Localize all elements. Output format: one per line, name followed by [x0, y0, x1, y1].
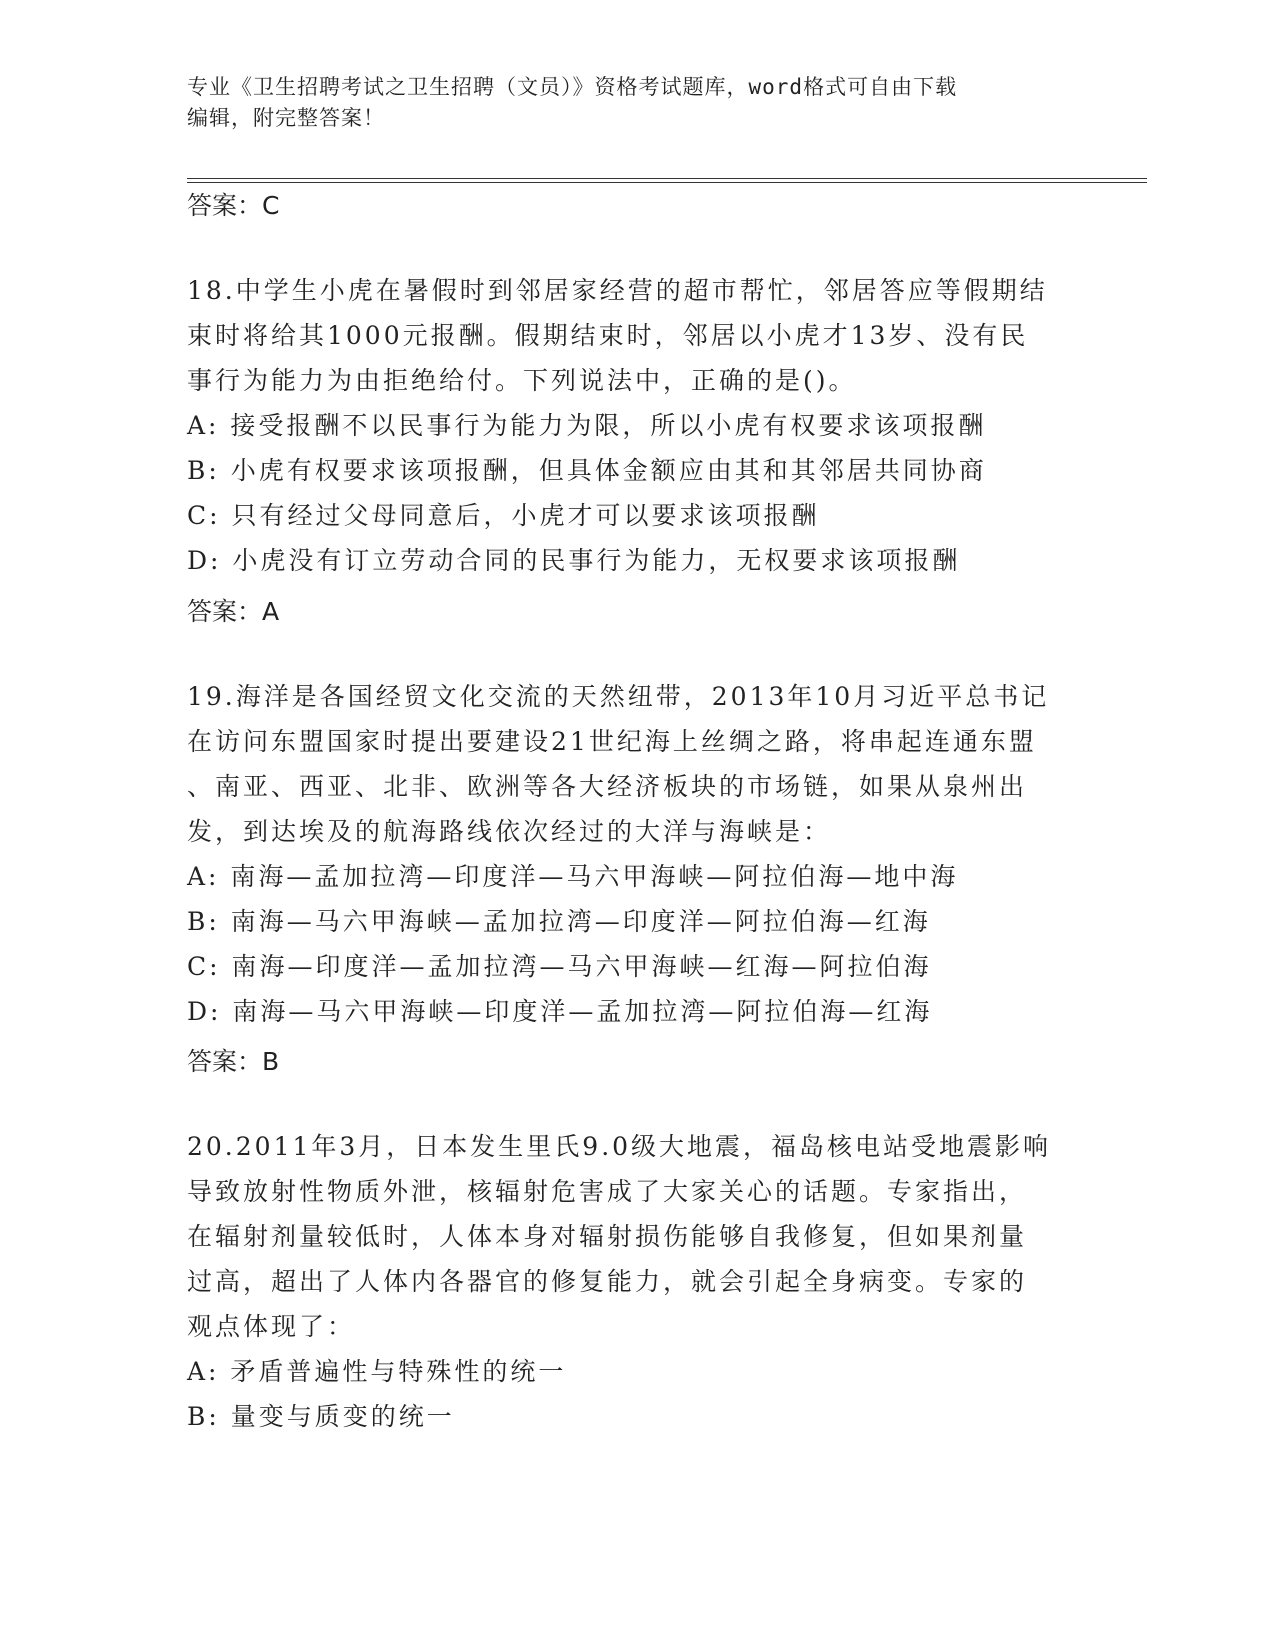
question-stem-line: 在访问东盟国家时提出要建设21世纪海上丝绸之路，将串起连通东盟: [187, 727, 1037, 756]
option-b: B: 南海—马六甲海峡—孟加拉湾—印度洋—阿拉伯海—红海: [187, 907, 931, 936]
question-19: [187, 674, 1087, 1034]
option-d: D: 南海—马六甲海峡—印度洋—孟加拉湾—阿拉伯海—红海: [187, 997, 933, 1026]
option-d: D: 小虎没有订立劳动合同的民事行为能力，无权要求该项报酬: [187, 546, 961, 575]
question-stem-line: 束时将给其1000元报酬。假期结束时，邻居以小虎才13岁、没有民: [187, 321, 1029, 350]
option-b: B: 小虎有权要求该项报酬，但具体金额应由其和其邻居共同协商: [187, 456, 987, 485]
header-divider-top: [187, 178, 1147, 179]
question-stem-line: 观点体现了：: [187, 1312, 356, 1341]
question-stem-line: 在辐射剂量较低时，人体本身对辐射损伤能够自我修复，但如果剂量: [187, 1222, 1028, 1251]
question-stem-line: 发，到达埃及的航海路线依次经过的大洋与海峡是：: [187, 817, 832, 846]
question-stem-line: 18.中学生小虎在暑假时到邻居家经营的超市帮忙，邻居答应等假期结: [187, 276, 1048, 305]
option-c: C: 只有经过父母同意后，小虎才可以要求该项报酬: [187, 501, 820, 530]
question-stem-line: 事行为能力为由拒绝给付。下列说法中，正确的是()。: [187, 366, 857, 395]
question-stem-line: 导致放射性物质外泄，核辐射危害成了大家关心的话题。专家指出，: [187, 1177, 1028, 1206]
option-b: B: 量变与质变的统一: [187, 1402, 455, 1431]
header-divider-bottom: [187, 182, 1147, 183]
answer-17: 答案：C: [187, 191, 280, 220]
answer-19: 答案：B: [187, 1047, 280, 1076]
header-line-2: 编辑，附完整答案！: [187, 106, 385, 130]
document-header: [187, 72, 1087, 134]
question-18: [187, 268, 1087, 583]
option-c: C: 南海—印度洋—孟加拉湾—马六甲海峡—红海—阿拉伯海: [187, 952, 932, 981]
question-stem-line: 19.海洋是各国经贸文化交流的天然纽带，2013年10月习近平总书记: [187, 682, 1050, 711]
question-stem-line: 20.2011年3月，日本发生里氏9.0级大地震，福岛核电站受地震影响: [187, 1132, 1052, 1161]
header-line-1: 专业《卫生招聘考试之卫生招聘（文员）》资格考试题库，word格式可自由下载: [187, 75, 958, 99]
option-a: A: 接受报酬不以民事行为能力为限，所以小虎有权要求该项报酬: [187, 411, 987, 440]
question-stem-line: 、南亚、西亚、北非、欧洲等各大经济板块的市场链，如果从泉州出: [187, 772, 1028, 801]
question-stem-line: 过高，超出了人体内各器官的修复能力，就会引起全身病变。专家的: [187, 1267, 1028, 1296]
question-20: [187, 1124, 1087, 1439]
answer-18: 答案：A: [187, 597, 280, 626]
option-a: A: 南海—孟加拉湾—印度洋—马六甲海峡—阿拉伯海—地中海: [187, 862, 959, 891]
option-a: A: 矛盾普遍性与特殊性的统一: [187, 1357, 567, 1386]
